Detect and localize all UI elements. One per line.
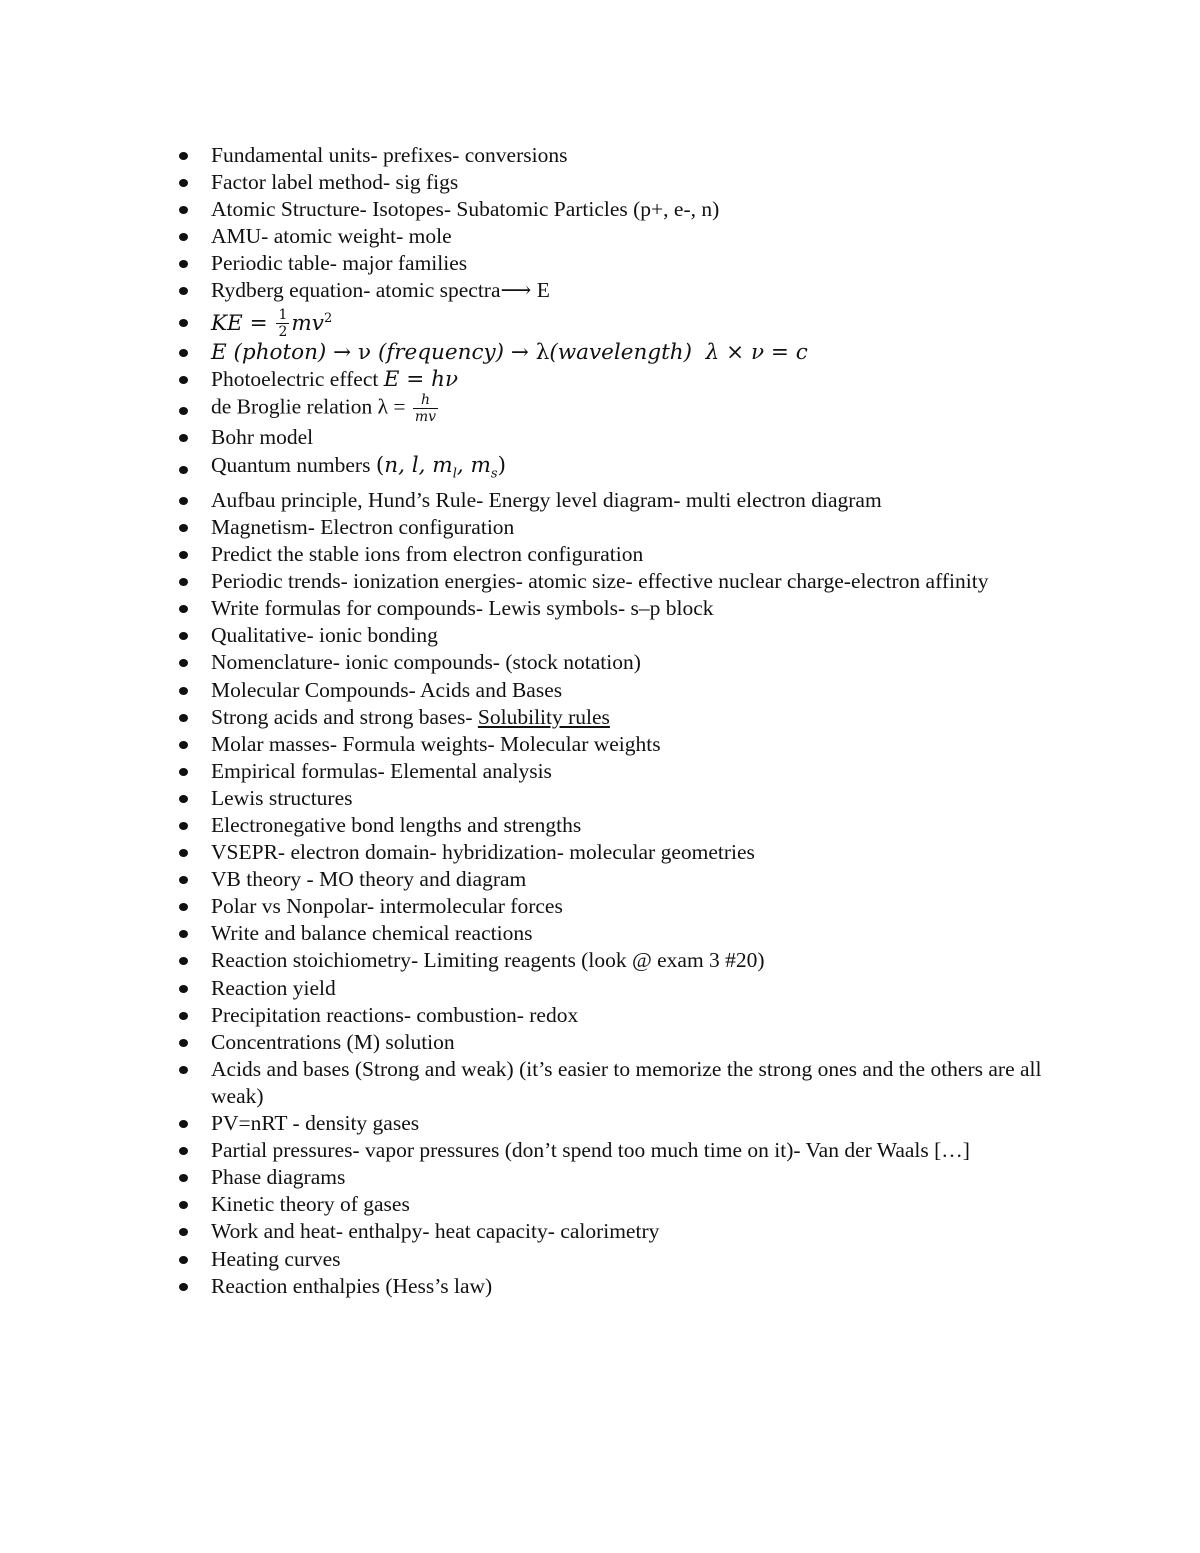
bullet-icon xyxy=(179,551,188,559)
list-item: Molecular Compounds- Acids and Bases xyxy=(172,677,1072,704)
bullet-icon xyxy=(179,497,188,505)
bullet-icon xyxy=(179,985,188,993)
bullet-icon xyxy=(179,524,188,532)
bullet-icon xyxy=(179,632,188,640)
list-item: Concentrations (M) solution xyxy=(172,1029,1072,1056)
list-item: Nomenclature- ionic compounds- (stock notation) xyxy=(172,649,1072,676)
bullet-icon xyxy=(179,179,188,187)
fraction: $\frac{h}{mv}$ xyxy=(414,392,437,426)
bullet-icon xyxy=(179,349,188,357)
list-item-kinetic-energy xyxy=(172,305,1072,340)
list-item: Reaction yield xyxy=(172,975,1072,1002)
list-item: Periodic table- major families xyxy=(172,250,1072,277)
bullet-icon xyxy=(179,1283,188,1291)
list-item: Work and heat- enthalpy- heat capacity- calorimetry xyxy=(172,1218,1072,1245)
bullet-icon xyxy=(179,1012,188,1020)
list-item: Kinetic theory of gases xyxy=(172,1191,1072,1218)
bullet-icon xyxy=(179,376,188,384)
list-item: Fundamental units- prefixes- conversions xyxy=(172,142,1072,169)
bullet-icon xyxy=(179,849,188,857)
quantum-numbers-formula: (n, l, $m_l$, $m_s$) xyxy=(375,452,506,481)
bullet-icon xyxy=(179,687,188,695)
list-item: Molar masses- Formula weights- Molecular weights xyxy=(172,731,1072,758)
bullet-icon xyxy=(179,768,188,776)
list-item: Rydberg equation- atomic spectra⟶ E xyxy=(172,277,1072,304)
list-item: VSEPR- electron domain- hybridization- molecular geometries xyxy=(172,839,1072,866)
bullet-icon xyxy=(179,1174,188,1182)
bullet-icon xyxy=(179,1228,188,1236)
list-item: Precipitation reactions- combustion- redox xyxy=(172,1002,1072,1029)
list-item: Magnetism- Electron configuration xyxy=(172,514,1072,541)
bullet-icon xyxy=(179,903,188,911)
bullet-icon xyxy=(179,714,188,722)
bullet-icon xyxy=(179,319,188,327)
bullet-icon xyxy=(179,930,188,938)
list-item: Polar vs Nonpolar- intermolecular forces xyxy=(172,893,1072,920)
list-item: Electronegative bond lengths and strengths xyxy=(172,812,1072,839)
bullet-icon xyxy=(179,260,188,268)
bullet-icon xyxy=(179,1256,188,1264)
list-item: Reaction enthalpies (Hess’s law) xyxy=(172,1273,1072,1300)
bullet-icon xyxy=(179,287,188,295)
solubility-rules-text: Solubility rules xyxy=(477,704,610,729)
topic-list xyxy=(172,142,1072,1300)
list-item: Periodic trends- ionization energies- atomic size- effective nuclear charge-electron affinity xyxy=(172,568,1001,595)
bullet-icon xyxy=(179,152,188,160)
list-item: AMU- atomic weight- mole xyxy=(172,223,1072,250)
list-item: Acids and bases (Strong and weak) (it’s easier to memorize the strong ones and the others are all weak) xyxy=(172,1056,1081,1110)
list-item-de-broglie: de Broglie relation λ = $\frac{h}{mv}$ xyxy=(172,393,1072,424)
bullet-icon xyxy=(179,466,188,474)
list-item: Write and balance chemical reactions xyxy=(172,920,1072,947)
bullet-icon xyxy=(179,206,188,214)
photon-formula: E (photon) → ν (frequency) → λ(wavelength) λ × ν = c xyxy=(211,340,808,366)
list-item: PV=nRT - density gases xyxy=(172,1110,1072,1137)
bullet-icon xyxy=(179,434,188,442)
list-item-photon xyxy=(172,339,1072,366)
bullet-icon xyxy=(179,795,188,803)
bullet-icon xyxy=(179,605,188,613)
list-item: Reaction stoichiometry- Limiting reagents (look @ exam 3 #20) xyxy=(172,947,1072,974)
bullet-icon xyxy=(179,578,188,586)
list-item: Factor label method- sig figs xyxy=(172,169,1072,196)
bullet-icon xyxy=(179,233,188,241)
list-item-strong-acids: Strong acids and strong bases- Solubility rules xyxy=(172,704,1072,731)
bullet-icon xyxy=(179,1066,188,1074)
list-item: Partial pressures- vapor pressures (don’t spend too much time on it)- Van der Waals […] xyxy=(172,1137,1072,1164)
list-item: Qualitative- ionic bonding xyxy=(172,622,1072,649)
list-item: Heating curves xyxy=(172,1246,1072,1273)
list-item: Empirical formulas- Elemental analysis xyxy=(172,758,1072,785)
bullet-icon xyxy=(179,407,188,415)
bullet-icon xyxy=(179,822,188,830)
kinetic-energy-formula: KE = $\frac{1}{2}$ $mv^2$ xyxy=(211,307,333,341)
list-item: VB theory - MO theory and diagram xyxy=(172,866,1072,893)
bullet-icon xyxy=(179,1039,188,1047)
list-item: Predict the stable ions from electron configuration xyxy=(172,541,1072,568)
list-item-photoelectric: Photoelectric effect E = hν xyxy=(172,366,1072,393)
list-item: Lewis structures xyxy=(172,785,1072,812)
list-item: Aufbau principle, Hund’s Rule- Energy level diagram- multi electron diagram xyxy=(172,487,1072,514)
bullet-icon xyxy=(179,1120,188,1128)
bullet-icon xyxy=(179,957,188,965)
bullet-icon xyxy=(179,741,188,749)
bullet-icon xyxy=(179,1147,188,1155)
list-item-quantum: Quantum numbers (n, l, $m_l$, $m_s$) xyxy=(172,452,1072,487)
list-item: Bohr model xyxy=(172,424,1072,451)
bullet-icon xyxy=(179,1201,188,1209)
bullet-icon xyxy=(179,876,188,884)
list-item: Write formulas for compounds- Lewis symbols- s–p block xyxy=(172,595,1072,622)
bullet-icon xyxy=(179,659,188,667)
fraction: $\frac{1}{2}$ xyxy=(278,307,288,341)
list-item: Phase diagrams xyxy=(172,1164,1072,1191)
list-item: Atomic Structure- Isotopes- Subatomic Particles (p+, e-, n) xyxy=(172,196,1072,223)
